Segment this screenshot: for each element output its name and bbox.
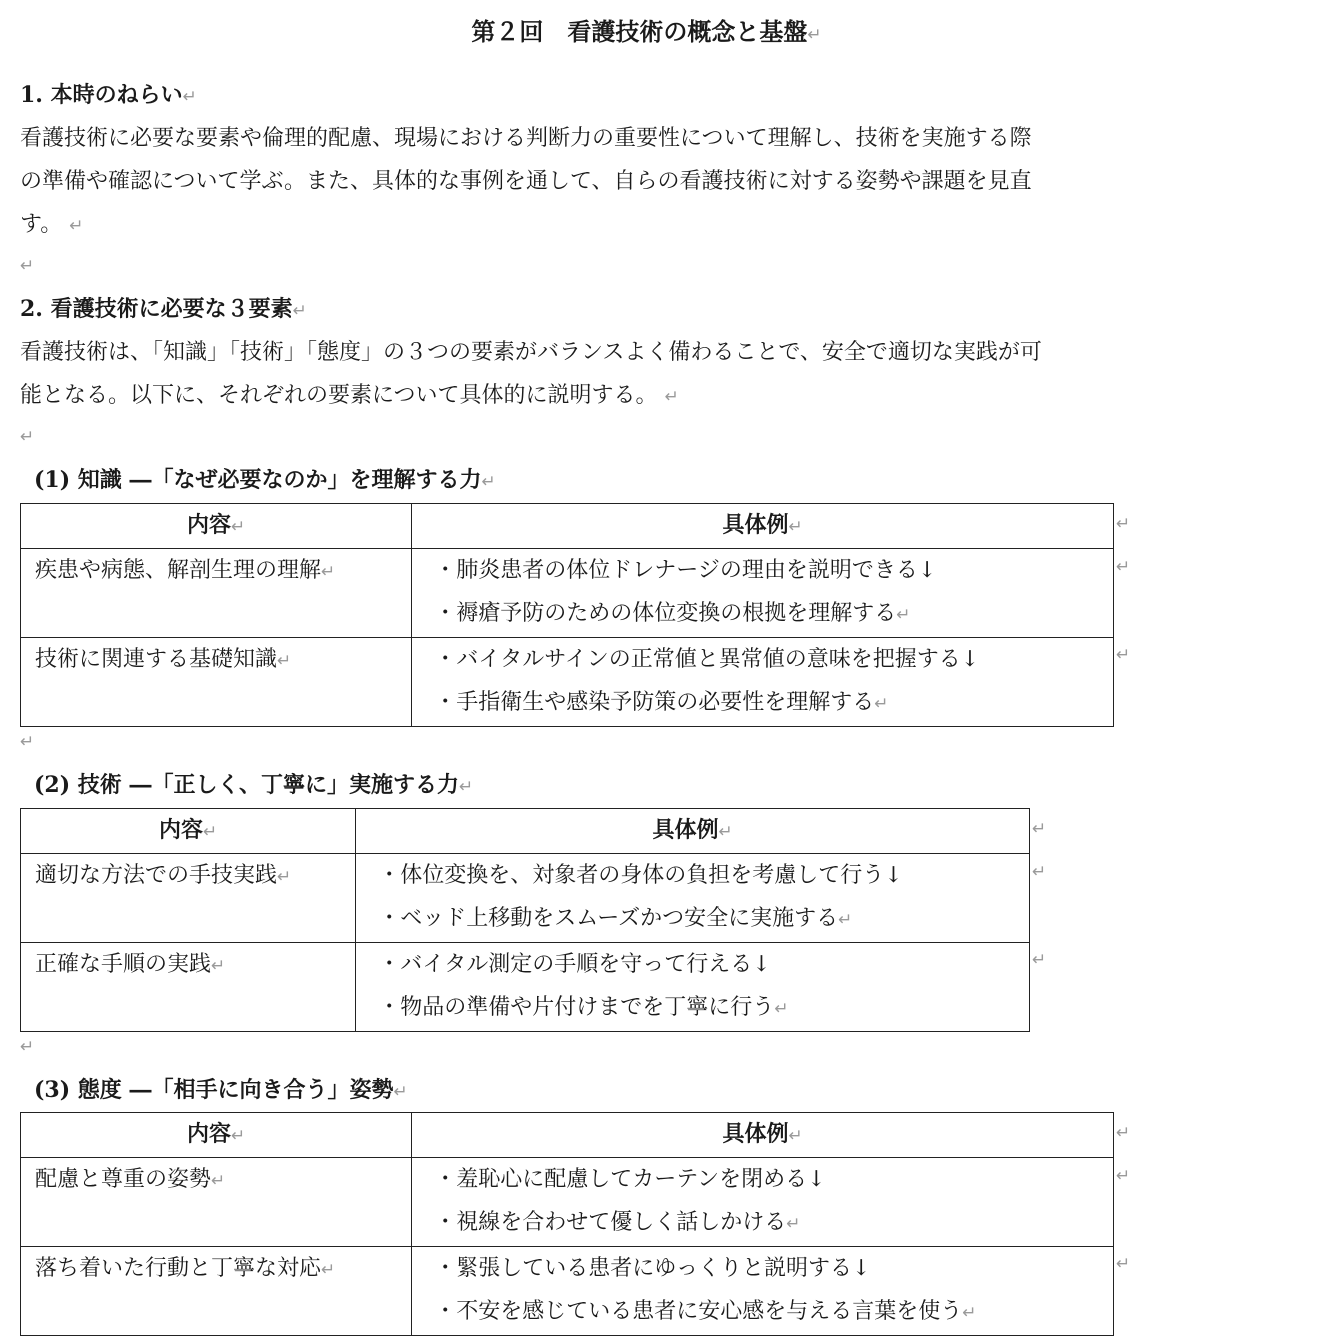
column-header-examples: 具体例↵ bbox=[412, 504, 1114, 549]
example-item: ・物品の準備や片付けまでを丁寧に行う↵ bbox=[378, 995, 789, 1020]
row-content-cell: 疾患や病態、解剖生理の理解↵ bbox=[21, 549, 412, 638]
row-examples-cell bbox=[412, 1247, 1114, 1336]
example-item: ・体位変換を、対象者の身体の負担を考慮して行う↓ bbox=[378, 863, 903, 888]
row-examples-cell bbox=[356, 943, 1030, 1032]
example-item: ・肺炎患者の体位ドレナージの理由を説明できる↓ bbox=[434, 558, 937, 583]
table-row bbox=[21, 854, 1030, 943]
table-row bbox=[21, 943, 1030, 1032]
empty-paragraph: ↵ bbox=[20, 427, 35, 447]
table-header-row bbox=[21, 1113, 1114, 1158]
example-item: ・緊張している患者にゆっくりと説明する↓ bbox=[434, 1256, 871, 1281]
example-item: ・褥瘡予防のための体位変換の根拠を理解する↵ bbox=[434, 601, 911, 626]
row-content-cell: 落ち着いた行動と丁寧な対応↵ bbox=[21, 1247, 412, 1336]
column-header-content: 内容↵ bbox=[21, 504, 412, 549]
section1-line-1: 看護技術に必要な要素や倫理的配慮、現場における判断力の重要性について理解し、技術を実施する際 bbox=[20, 126, 1032, 151]
knowledge-table bbox=[20, 503, 1114, 727]
column-header-examples: 具体例↵ bbox=[356, 809, 1030, 854]
row-end-mark: ↵ bbox=[1032, 862, 1047, 882]
example-item: ・不安を感じている患者に安心感を与える言葉を使う↵ bbox=[434, 1299, 977, 1324]
empty-paragraph: ↵ bbox=[20, 732, 35, 752]
column-header-content: 内容↵ bbox=[21, 809, 356, 854]
table3-heading: (3) 態度 ―「相手に向き合う」姿勢↵ bbox=[34, 1077, 408, 1103]
row-examples-cell bbox=[356, 854, 1030, 943]
table-header-row bbox=[21, 809, 1030, 854]
table-header-row bbox=[21, 504, 1114, 549]
table-row bbox=[21, 549, 1114, 638]
section2-paragraph bbox=[20, 331, 1305, 419]
row-end-mark: ↵ bbox=[1116, 514, 1131, 534]
section1-line-3: す。 ↵ bbox=[20, 212, 84, 237]
row-end-mark: ↵ bbox=[1032, 819, 1047, 839]
empty-paragraph: ↵ bbox=[20, 1037, 35, 1057]
table-row bbox=[21, 1158, 1114, 1247]
section1-heading: 1. 本時のねらい↵ bbox=[20, 82, 197, 108]
row-end-mark: ↵ bbox=[1116, 1123, 1131, 1143]
row-examples-cell bbox=[412, 549, 1114, 638]
column-header-examples: 具体例↵ bbox=[412, 1113, 1114, 1158]
row-content-cell: 適切な方法での手技実践↵ bbox=[21, 854, 356, 943]
section2-line-2: 能となる。以下に、それぞれの要素について具体的に説明する。 ↵ bbox=[20, 383, 679, 408]
column-header-content: 内容↵ bbox=[21, 1113, 412, 1158]
row-end-mark: ↵ bbox=[1116, 1166, 1131, 1186]
example-item: ・手指衛生や感染予防策の必要性を理解する↵ bbox=[434, 690, 889, 715]
example-item: ・ベッド上移動をスムーズかつ安全に実施する↵ bbox=[378, 906, 853, 931]
document-title: 第２回 看護技術の概念と基盤↵ bbox=[471, 17, 822, 46]
row-content-cell: 配慮と尊重の姿勢↵ bbox=[21, 1158, 412, 1247]
section1-paragraph bbox=[20, 117, 1305, 248]
attitude-table bbox=[20, 1112, 1114, 1336]
example-item: ・羞恥心に配慮してカーテンを閉める↓ bbox=[434, 1167, 826, 1192]
example-item: ・バイタル測定の手順を守って行える↓ bbox=[378, 952, 771, 977]
empty-paragraph: ↵ bbox=[20, 256, 35, 276]
section1-line-2: の準備や確認について学ぶ。また、具体的な事例を通して、自らの看護技術に対する姿勢や課題を見直 bbox=[20, 169, 1032, 194]
table-row bbox=[21, 638, 1114, 727]
table-row bbox=[21, 1247, 1114, 1336]
row-examples-cell bbox=[412, 638, 1114, 727]
skill-table bbox=[20, 808, 1030, 1032]
row-end-mark: ↵ bbox=[1032, 950, 1047, 970]
row-examples-cell bbox=[412, 1158, 1114, 1247]
row-end-mark: ↵ bbox=[1116, 645, 1131, 665]
row-end-mark: ↵ bbox=[1116, 557, 1131, 577]
row-end-mark: ↵ bbox=[1116, 1254, 1131, 1274]
section2-heading: 2. 看護技術に必要な３要素↵ bbox=[20, 296, 307, 322]
table2-heading: (2) 技術 ―「正しく、丁寧に」実施する力↵ bbox=[34, 772, 474, 798]
example-item: ・視線を合わせて優しく話しかける↵ bbox=[434, 1210, 801, 1235]
table1-heading: (1) 知識 ―「なぜ必要なのか」を理解する力↵ bbox=[34, 467, 496, 493]
row-content-cell: 技術に関連する基礎知識↵ bbox=[21, 638, 412, 727]
example-item: ・バイタルサインの正常値と異常値の意味を把握する↓ bbox=[434, 647, 980, 672]
row-content-cell: 正確な手順の実践↵ bbox=[21, 943, 356, 1032]
section2-line-1: 看護技術は、「知識」「技術」「態度」の３つの要素がバランスよく備わることで、安全で適切な実践が可 bbox=[20, 340, 1042, 365]
